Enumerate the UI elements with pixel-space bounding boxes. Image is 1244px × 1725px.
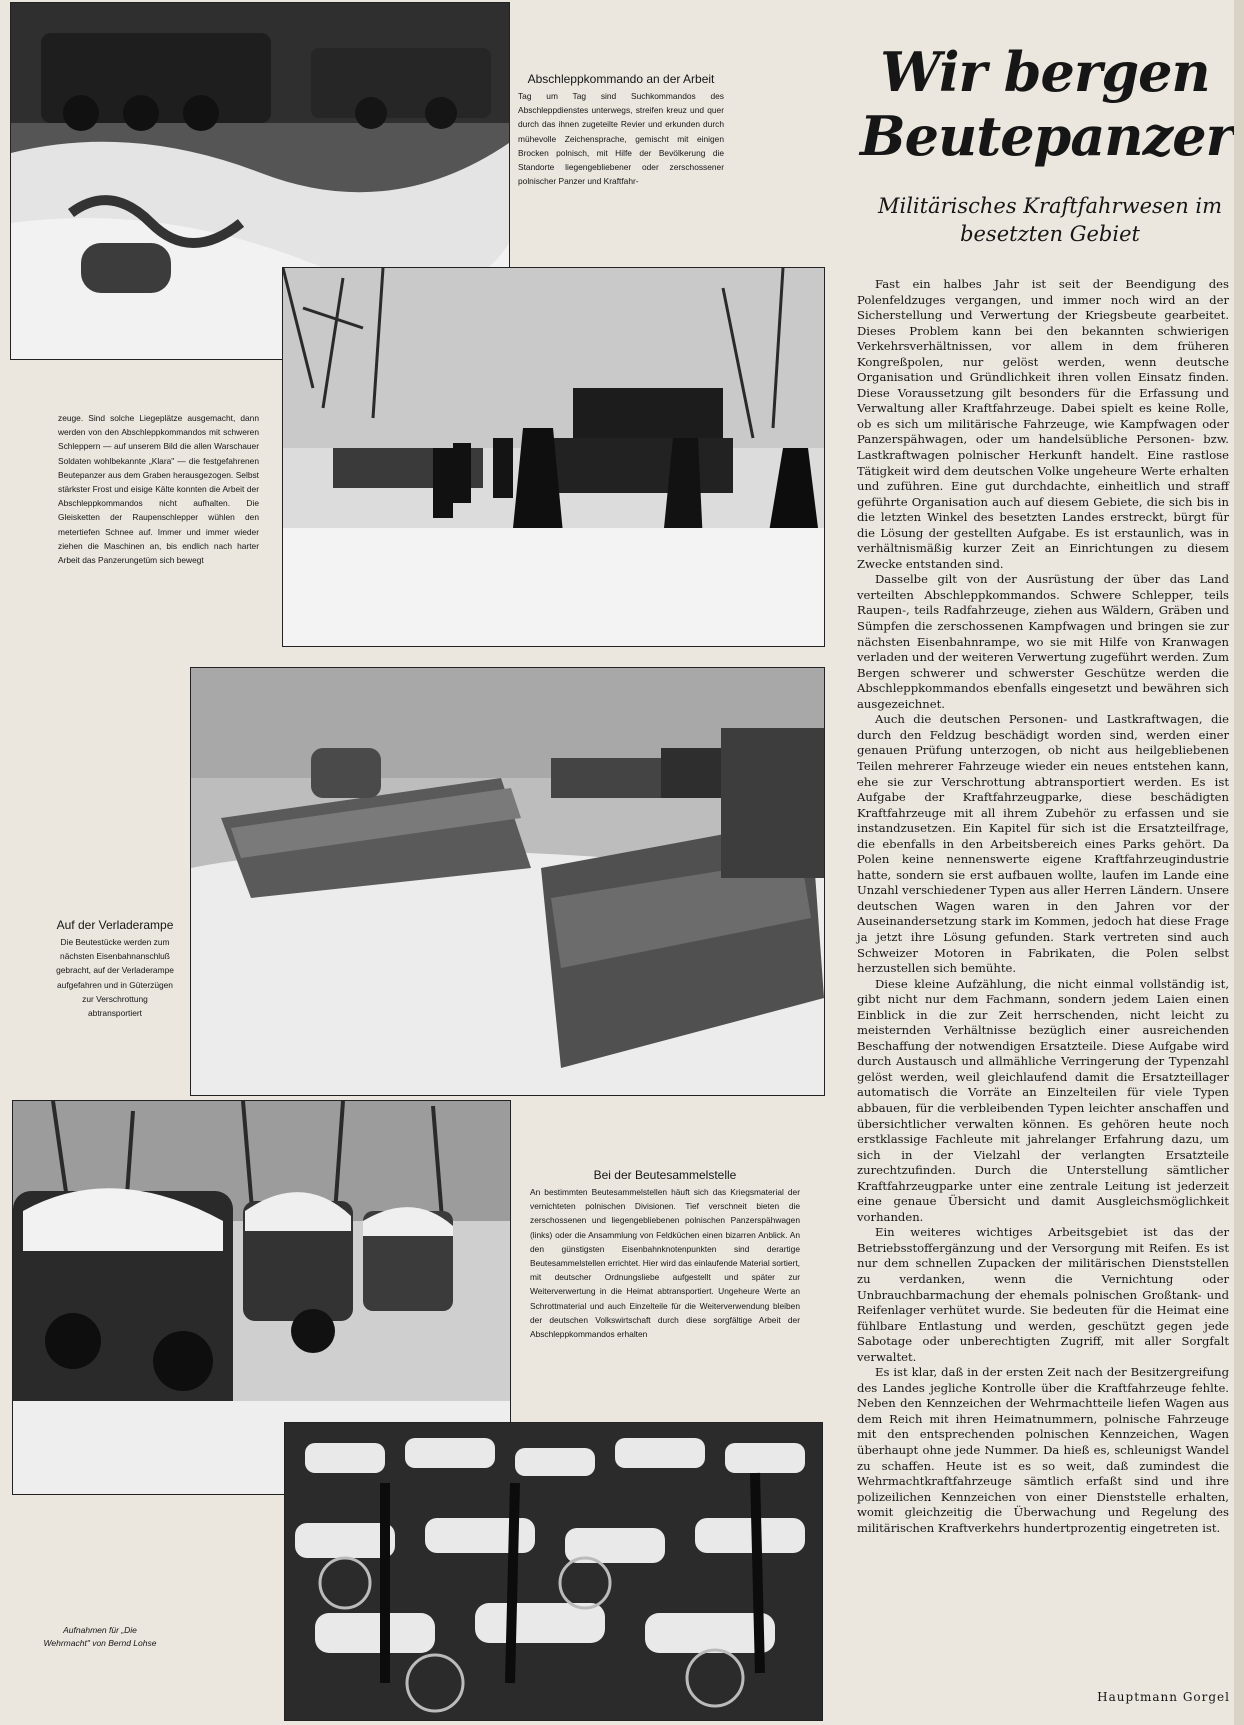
caption-heading: Bei der Beutesammelstelle bbox=[593, 1168, 737, 1182]
page-edge bbox=[1234, 0, 1244, 1725]
caption-text-continued: zeuge. Sind solche Liegeplätze ausgemacht, dann werden von den Abschleppkommandos mit schweren Schleppern — auf unserem Bild die allen Warschauer Soldaten wohlbekannte „Klara" — die festgefahrenen Beutepanzer aus dem Graben herausgezogen. Selbst stärkster Frost und eisige Kälte konnten die Arbeit der Abschleppkommandos nicht aufhalten. Die Gleisketten der Raupenschlepper wühlen den metertiefen Schnee auf. Immer und immer wieder ziehen die Maschinen an, bis endlich nach harter Arbeit das Panzerungetüm sich bewegt bbox=[58, 413, 259, 566]
photo-verladerampe bbox=[190, 667, 825, 1096]
caption-heading: Auf der Verladerampe bbox=[56, 918, 174, 932]
caption-verladerampe bbox=[56, 918, 174, 1020]
caption-abschleppkommando bbox=[518, 72, 724, 188]
caption-text: Die Beutestücke werden zum nächsten Eisenbahnanschluß gebracht, auf der Verladerampe aufgefahren und in Güterzügen zur Verschrottung abtransportiert bbox=[56, 937, 174, 1019]
article-author: Hauptmann Gorgel bbox=[1097, 1690, 1230, 1704]
article-paragraph: Ein weiteres wichtiges Arbeitsgebiet ist das der Betriebsstoffergänzung und der Versorgung mit Reifen. Es ist nur dem schnellen Zupacken der militärischen Dienststellen zu verdanken, wenn die Vernichtung oder Unbrauchbarmachung der ehemals polnischen Großtank- und Reifenlager verhütet wurde. Sie bedeuten für die Heimat eine fühlbare Entlastung und werden, geschützt gegen jede Sabotage oder unberechtigten Zugriff, mit aller Sorgfalt verwaltet. bbox=[857, 1225, 1229, 1364]
article-paragraph: Diese kleine Aufzählung, die nicht einmal vollständig ist, gibt nicht nur dem Fachmann, sondern jedem Laien einen Einblick in die zur Zeit herrschenden, nicht leicht zu meisternden Verhältnisse bezüglich einer ausreichenden Beschaffung der notwendigen Ersatzteile. Diese Aufgabe wird durch Austausch und allmähliche Verringerung der Typenzahl gelöst werden, weil gleichlaufend damit die Ersatzteillager automatisch die Vorräte an Einzelteilen für viele Typen abbauen, für die verbleibenden Typen leichter anschaffen und übersichtlicher verwalten können. Es gehören heute noch erstklassige Fachleute mit jahrelanger Erfahrung dazu, um sich in der Vielzahl der verlangten Ersatzteile zurechtzufinden. Durch die Unterstellung sämtlicher Kraftfahrzeugparke unter eine zentrale Leitung ist jederzeit eine genaue Übersicht und damit Ausgleichsmöglichkeit vorhanden. bbox=[857, 976, 1229, 1224]
photo-schlepper-klara bbox=[282, 267, 825, 647]
article-title: Wir bergen Beutepanzer bbox=[860, 40, 1234, 168]
caption-beutesammelstelle bbox=[530, 1168, 800, 1341]
article-paragraph: Es ist klar, daß in der ersten Zeit nach der Besitzergreifung des Landes jegliche Kontrolle über die Kraftfahrzeuge fehlte. Neben den Kennzeichen der Wehrmachtteile liefen Wagen aus dem Reich mit ihren Heimatnummern, polnische Fahrzeuge mit den entsprechenden polnischen Kennzeichen, Wagen überhaupt ohne jede Nummer. Da hieß es, schleunigst Wandel zu schaffen. Heute ist es so weit, daß zumindest die Wehrmachtkraftfahrzeuge sämtlich erfaßt sind und ihre polizeilichen Kennzeichen von einer Dienststelle erhalten, womit gleichzeitig die Überwachung und Regelung des militärischen Kraftverkehrs hundertprozentig eingetreten ist. bbox=[857, 1365, 1229, 1535]
article-paragraph: Dasselbe gilt von der Ausrüstung der über das Land verteilten Abschleppkommandos. Schwere Schlepper, teils Raupen-, teils Radfahrzeuge, ziehen aus Wäldern, Gräben und Sümpfen die zerschossenen Kampfwagen und bringen sie zur nächsten Eisenbahnrampe, wo sie mit Hilfe von Kranwagen verladen und der weiteren Verwertung zugeführt werden. Zum Bergen schwerer und schwerster Geschütze werden die Abschleppkommandos ebenfalls eingesetzt und bewähren sich ausgezeichnet. bbox=[857, 572, 1229, 711]
article-paragraph: Auch die deutschen Personen- und Lastkraftwagen, die durch den Feldzug beschädigt worden sind, werden einer genauen Prüfung unterzogen, ob nicht aus heilgebliebenen Teilen mehrerer Fahrzeuge wieder ein neues entstehen kann, ehe sie zur Verschrottung abtransportiert werden. Es ist Aufgabe der Kraftfahrzeugparke, diese beschädigten Kraftfahrzeuge mit all ihrem Zubehör zu erfassen und sie instandzusetzen. Ein Kapitel für sich ist die Ersatzteilfrage, die ebenfalls in den Arbeitsbereich eines Parks gehört. Da Polen keine nennenswerte eigene Kraftfahrzeugindustrie hatte, sondern sie erst aufbauen wollte, laufen im Lande eine Unzahl verschiedener Typen aus aller Herren Ländern. Unsere deutschen Wagen waren in den Jahren vor der Auseinandersetzung stark im Kommen, jedoch hat diese Frage ja jetzt ihre Lösung gefunden. Stark vertreten sind auch Schweizer Motoren in Fabrikaten, die Polen selbst herzustellen sich bemühte. bbox=[857, 712, 1229, 976]
caption-heading: Abschleppkommando an der Arbeit bbox=[527, 72, 715, 86]
caption-abschleppkommando-continued bbox=[58, 411, 259, 567]
article-body bbox=[857, 277, 1229, 1536]
article-paragraph: Fast ein halbes Jahr ist seit der Beendigung des Polenfeldzuges vergangen, und immer noch wird an der Sicherstellung und Verwertung der Kriegsbeute gearbeitet. Dieses Problem kann bei den bekannten schwierigen Verkehrsverhältnissen, vor allem in dem früheren Kongreßpolen, nur gelöst werden, wenn deutsche Organisation und Gründlichkeit ihren vollen Einsatz finden. Diese Voraussetzung gilt besonders für die Erfassung und Verwaltung aller Kraftfahrzeuge. Dabei spielt es keine Rolle, ob es sich um militärische Fahrzeuge, wie Kampfwagen oder Panzerspähwagen, oder um handelsübliche Personen- bzw. Lastkraftwagen polnischer Herkunft handelt. Eine rastlose Tätigkeit wird dem deutschen Volke ungeheure Werte erhalten und zuführen. Eine gut durchdachte, einheitlich und straff geführte Organisation auch auf diesem Gebiete, die sich bis in die letzten Winkel des besetzten Landes erstreckt, bürgt für die Lösung der gestellten Aufgabe. Es ist erstaunlich, was in verhältnismäßig kurzer Zeit an Einrichtungen zu diesem Zwecke entstanden sind. bbox=[857, 277, 1229, 571]
caption-text: An bestimmten Beutesammelstellen häuft sich das Kriegsmaterial der vernichteten polnischen Divisionen. Tief verschneit bieten die zerschossenen und liegengebliebenen polnischen Panzerspähwagen (links) oder die Ansammlung von Feldküchen einen bizarren Anblick. An den günstigsten Eisenbahnknotenpunkten sind derartige Beutesammelstellen errichtet. Hier wird das einlaufende Material sortiert, mit deutscher Ordnungsliebe aufgestellt und später zur Weiterverwertung in die Heimat abtransportiert. Ungeheure Werte an Schrottmaterial und auch Einzelteile für die Weiterverwendung bleiben der deutschen Volkswirtschaft durch diese sorgfältige Arbeit der Abschleppkommandos erhalten bbox=[530, 1187, 800, 1340]
article-subtitle: Militärisches Kraftfahrwesen im besetzten Gebiet bbox=[877, 194, 1223, 246]
caption-text: Tag um Tag sind Suchkommandos des Abschleppdienstes unterwegs, streifen kreuz und quer durch das ihnen zugeteilte Revier und erkunden durch mühevolle Zeichensprache, gemischt mit einigen Brocken polnisch, mit Hilfe der Bevölkerung die Standorte liegengebliebener oder zerschossener polnischer Panzer und Kraftfahr- bbox=[518, 91, 724, 187]
photo-feldkuechen bbox=[284, 1422, 823, 1721]
photo-credit: Aufnahmen für „Die Wehrmacht" von Bernd Lohse bbox=[43, 1625, 157, 1648]
